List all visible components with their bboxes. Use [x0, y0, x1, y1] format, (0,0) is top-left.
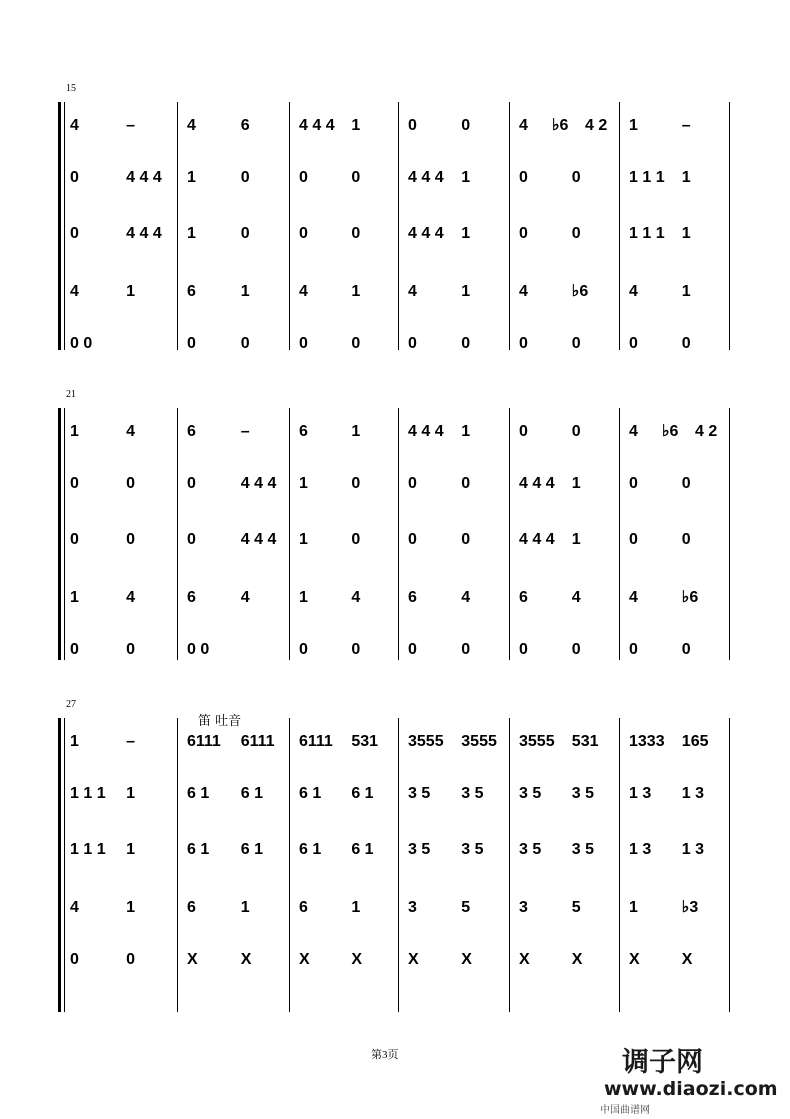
note-group: 531 [571, 733, 599, 750]
barline [619, 102, 620, 350]
note-group: 0 [408, 531, 417, 548]
note-group: X [461, 951, 472, 968]
note-group: 6 1 [240, 841, 263, 858]
note-group: 0 [299, 641, 308, 658]
note-group: 0 [519, 169, 528, 186]
note-group: X [408, 951, 419, 968]
note-group: 0 [408, 117, 417, 134]
barline [289, 102, 290, 350]
technique-annotation: 笛 吐音 [198, 714, 242, 729]
note-group: 6 1 [351, 841, 374, 858]
note-group: 0 [187, 475, 196, 492]
note-group: 6 1 [187, 841, 210, 858]
note-group: 4 [126, 589, 136, 606]
note-group: 1 [240, 899, 250, 916]
note-group: 0 [126, 641, 136, 658]
note-group: 0 [351, 335, 361, 352]
site-tagline: 中国曲谱网 [600, 1105, 650, 1116]
barline [398, 102, 399, 350]
note-group: 1 [70, 423, 79, 440]
barline [729, 408, 730, 660]
note-group: 3 5 [408, 841, 431, 858]
note-group: X [681, 951, 693, 968]
note-group: ♭6 [681, 589, 699, 606]
barline [289, 718, 290, 1012]
barline [398, 408, 399, 660]
note-group: 1 [126, 899, 136, 916]
barline [729, 718, 730, 1012]
note-group: 0 [126, 531, 136, 548]
note-group: 5 [461, 899, 471, 916]
note-group: 4 2 [585, 117, 608, 134]
note-group: 6 [408, 589, 417, 606]
barline [177, 408, 178, 660]
note-group: 4 [629, 589, 638, 606]
measure-number: 27 [66, 699, 76, 710]
note-group: X [299, 951, 310, 968]
barline [509, 718, 510, 1012]
note-group: 0 [240, 169, 250, 186]
note-group: X [519, 951, 530, 968]
note-group: 6 [187, 589, 196, 606]
note-group: 1 [629, 899, 638, 916]
note-group: 0 [519, 423, 528, 440]
note-group: 1 [571, 531, 581, 548]
note-group: 4 [461, 589, 471, 606]
note-group: 3555 [461, 733, 497, 750]
barline [398, 718, 399, 1012]
note-group: 4 [70, 117, 79, 134]
note-group: – [126, 117, 136, 134]
note-group: 0 [681, 531, 691, 548]
note-group: 1333 [629, 733, 665, 750]
note-group: 1 [461, 423, 471, 440]
note-group: 4 4 4 [408, 423, 444, 440]
system-bracket-inner [64, 102, 65, 350]
note-group: 1 [351, 117, 361, 134]
barline [619, 408, 620, 660]
note-group: 0 [70, 475, 79, 492]
note-group: 531 [351, 733, 379, 750]
note-group: 1 [461, 225, 471, 242]
note-group: 4 [70, 283, 79, 300]
note-group: 1 [187, 225, 196, 242]
note-group: 0 [187, 335, 196, 352]
note-group: 6 [519, 589, 528, 606]
note-group: 0 [461, 475, 471, 492]
note-group: 3 [519, 899, 528, 916]
note-group: 4 [629, 283, 638, 300]
note-group: 3555 [519, 733, 555, 750]
note-group: 1 [299, 589, 308, 606]
page-number: 第3页 [371, 1049, 399, 1061]
note-group: 6 1 [351, 785, 374, 802]
note-group: 4 [519, 117, 528, 134]
barline [289, 408, 290, 660]
note-group: 3 5 [519, 841, 542, 858]
note-group: 1 [126, 283, 136, 300]
note-group: 0 [299, 335, 308, 352]
note-group: 6111 [187, 733, 221, 750]
note-group: 0 [70, 641, 79, 658]
note-group: 0 [299, 169, 308, 186]
note-group: 6 1 [299, 785, 322, 802]
note-group: 0 [126, 475, 136, 492]
note-group: 3 5 [519, 785, 542, 802]
note-group: X [351, 951, 362, 968]
note-group: 0 [351, 641, 361, 658]
note-group: 0 [70, 169, 79, 186]
note-group: 0 [461, 641, 471, 658]
note-group: X [571, 951, 583, 968]
note-group: 0 [351, 225, 361, 242]
note-group: 0 [519, 335, 528, 352]
note-group: 4 [187, 117, 196, 134]
note-group: 1 [240, 283, 250, 300]
note-group: 1 [461, 169, 471, 186]
note-group: 4 [519, 283, 528, 300]
barline [729, 102, 730, 350]
note-group: 0 [629, 335, 638, 352]
note-group: 0 [70, 225, 79, 242]
note-group: 0 [629, 531, 638, 548]
note-group: 1 [681, 283, 691, 300]
site-logo-title: 调子网 [622, 1047, 703, 1078]
note-group: 6 [240, 117, 250, 134]
note-group: 0 [126, 951, 136, 968]
barline [177, 718, 178, 1012]
note-group: 1 3 [681, 841, 705, 858]
note-group: 0 [571, 225, 581, 242]
note-group: 1 [681, 169, 691, 186]
note-group: 3 5 [461, 841, 484, 858]
measure-number: 21 [66, 389, 76, 400]
note-group: 0 [461, 117, 471, 134]
note-group: 4 [70, 899, 79, 916]
note-group: 4 4 4 [240, 475, 277, 492]
note-group: 0 [571, 335, 581, 352]
note-group: 1 1 1 [70, 841, 106, 858]
note-group: 3 5 [408, 785, 431, 802]
note-group: 0 [681, 475, 691, 492]
system-bracket [58, 102, 61, 350]
note-group: – [681, 117, 691, 134]
note-group: X [629, 951, 640, 968]
note-group: 3 5 [461, 785, 484, 802]
barline [509, 102, 510, 350]
note-group: 1 [351, 899, 361, 916]
note-group: 6 1 [187, 785, 210, 802]
system-bracket-inner [64, 718, 65, 1012]
note-group: 3 5 [571, 785, 595, 802]
note-group: 1 1 1 [629, 225, 665, 242]
note-group: 1 [70, 589, 79, 606]
note-group: 1 [187, 169, 196, 186]
barline [509, 408, 510, 660]
note-group: 165 [681, 733, 709, 750]
note-group: 0 [351, 475, 361, 492]
note-group: 3555 [408, 733, 444, 750]
barline [619, 718, 620, 1012]
note-group: 0 [187, 531, 196, 548]
note-group: 1 1 1 [70, 785, 106, 802]
note-group: 1 [681, 225, 691, 242]
note-group: 0 [299, 225, 308, 242]
note-group: 4 4 4 [519, 475, 555, 492]
note-group: 1 1 1 [629, 169, 665, 186]
note-group: 4 4 4 [519, 531, 555, 548]
note-group: 1 [126, 841, 136, 858]
note-group: 6111 [240, 733, 275, 750]
system-bracket [58, 718, 61, 1012]
note-group: – [126, 733, 136, 750]
note-group: 1 [299, 531, 308, 548]
note-group: 0 [629, 641, 638, 658]
note-group: 4 4 4 [299, 117, 335, 134]
note-group: 0 [461, 335, 471, 352]
note-group: 3 [408, 899, 417, 916]
note-group: 0 [629, 475, 638, 492]
note-group: 6 [187, 283, 196, 300]
note-group: 0 [571, 641, 581, 658]
note-group: 6 [299, 899, 308, 916]
note-group: 0 [519, 225, 528, 242]
note-group: 4 4 4 [408, 225, 444, 242]
note-group: ♭6 [552, 117, 569, 134]
note-group: 6 [187, 899, 196, 916]
site-logo-url: www.diaozi.com [604, 1078, 778, 1100]
note-group: 0 [240, 335, 250, 352]
note-group: ♭3 [681, 899, 699, 916]
barline [177, 102, 178, 350]
note-group: 4 [629, 423, 638, 440]
note-group: X [240, 951, 252, 968]
note-group: 5 [571, 899, 581, 916]
note-group: ♭6 [571, 283, 589, 300]
note-group: 4 4 4 [126, 169, 162, 186]
note-group: 0 [571, 169, 581, 186]
note-group: 0 [519, 641, 528, 658]
note-group: X [187, 951, 198, 968]
note-group: 6 [187, 423, 196, 440]
note-group: 4 [571, 589, 581, 606]
note-group: 4 [126, 423, 136, 440]
note-group: 0 [571, 423, 581, 440]
system-bracket [58, 408, 61, 660]
note-group: 0 [681, 335, 691, 352]
note-group: 1 [70, 733, 79, 750]
note-group: 0 [70, 951, 79, 968]
note-group: 0 [351, 531, 361, 548]
note-group: 1 [299, 475, 308, 492]
note-group: 0 [70, 531, 79, 548]
measure-number: 15 [66, 83, 76, 94]
note-group: 1 [126, 785, 136, 802]
note-group: 1 3 [681, 785, 705, 802]
note-group: 1 [461, 283, 471, 300]
note-group: 0 0 [187, 641, 210, 658]
note-group: 0 [408, 641, 417, 658]
note-group: 6 1 [240, 785, 263, 802]
note-group: 3 5 [571, 841, 595, 858]
note-group: 1 [351, 423, 361, 440]
note-group: 1 [351, 283, 361, 300]
note-group: 1 [571, 475, 581, 492]
note-group: 4 [299, 283, 308, 300]
note-group: 4 4 4 [240, 531, 277, 548]
note-group: 0 [408, 335, 417, 352]
note-group: 0 [408, 475, 417, 492]
note-group: 0 0 [70, 335, 93, 352]
note-group: 0 [351, 169, 361, 186]
note-group: 4 [351, 589, 361, 606]
note-group: 1 [629, 117, 638, 134]
note-group: 6111 [299, 733, 333, 750]
note-group: 0 [681, 641, 691, 658]
note-group: 4 4 4 [126, 225, 162, 242]
system-bracket-inner [64, 408, 65, 660]
note-group: 1 3 [629, 785, 652, 802]
note-group: 4 2 [695, 423, 718, 440]
note-group: – [240, 423, 250, 440]
note-group: 4 [240, 589, 250, 606]
note-group: 4 [408, 283, 417, 300]
note-group: ♭6 [662, 423, 679, 440]
note-group: 4 4 4 [408, 169, 444, 186]
note-group: 1 3 [629, 841, 652, 858]
note-group: 6 [299, 423, 308, 440]
note-group: 6 1 [299, 841, 322, 858]
note-group: 0 [461, 531, 471, 548]
note-group: 0 [240, 225, 250, 242]
